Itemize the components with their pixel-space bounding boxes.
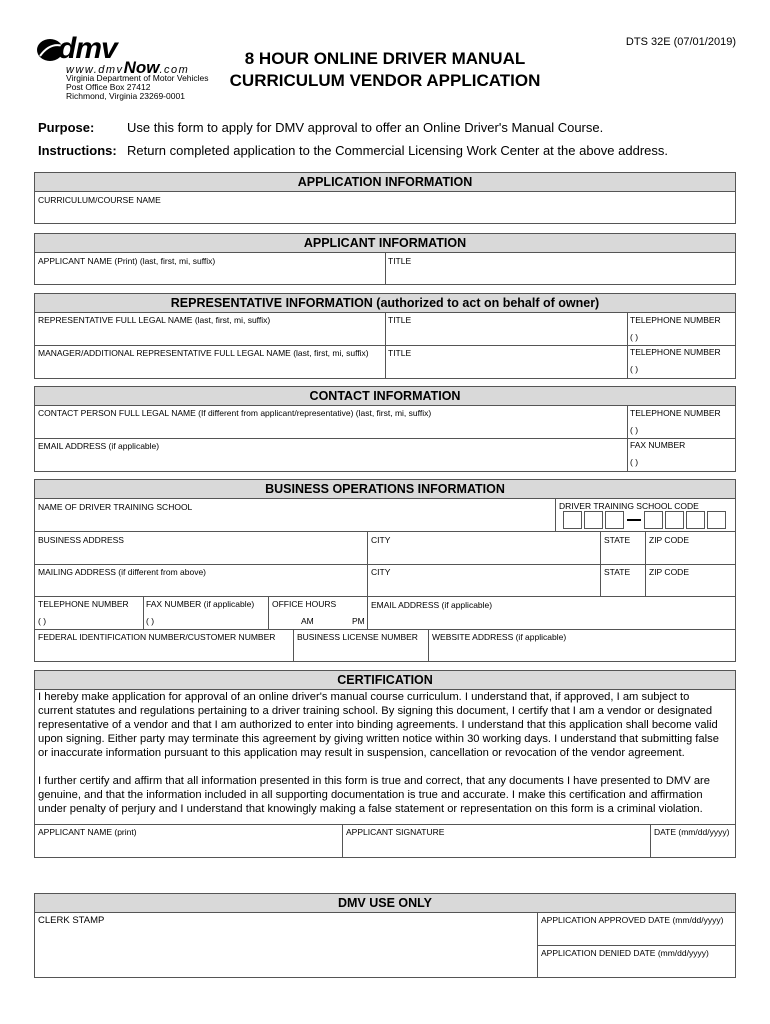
instructions-label: Instructions: (38, 143, 117, 158)
biz-phone-paren: ( ) (38, 616, 47, 626)
school-code-boxes[interactable] (563, 511, 728, 529)
rep-phone-field[interactable]: TELEPHONE NUMBER (630, 315, 721, 325)
mailing-address-field[interactable]: MAILING ADDRESS (if different from above) (38, 567, 207, 577)
logo-url-prefix: www.dmv (66, 64, 124, 76)
school-name-field[interactable]: NAME OF DRIVER TRAINING SCHOOL (38, 502, 193, 512)
mailing-state-field[interactable]: STATE (604, 567, 631, 577)
code-box[interactable] (584, 511, 603, 529)
title-line-2: CURRICULUM VENDOR APPLICATION (229, 71, 541, 90)
rep-phone-paren: ( ) (630, 332, 639, 342)
contact-person-field[interactable]: CONTACT PERSON FULL LEGAL NAME (If different from applicant/representative) (last, first, mi, suffix) (38, 408, 432, 418)
contact-phone-paren: ( ) (630, 425, 639, 435)
applicant-title-field[interactable]: TITLE (388, 256, 412, 266)
biz-fax-field[interactable]: FAX NUMBER (if applicable) (146, 599, 255, 609)
cert-line: I hereby make application for approval of an online driver's manual course curriculum. I understand that, if approved, I am subject to (38, 691, 690, 703)
agency-line: Richmond, Virginia 23269-0001 (66, 91, 185, 101)
office-hours-field[interactable]: OFFICE HOURS (272, 599, 337, 609)
cert-applicant-name-field[interactable]: APPLICANT NAME (print) (38, 827, 137, 837)
mgr-title-field[interactable]: TITLE (388, 348, 412, 358)
applicant-name-field[interactable]: APPLICANT NAME (Print) (last, first, mi, suffix) (38, 256, 216, 266)
section-heading: DMV USE ONLY (35, 894, 735, 913)
office-hours-pm: PM (352, 616, 365, 626)
code-box[interactable] (605, 511, 624, 529)
mgr-phone-paren: ( ) (630, 364, 639, 374)
applicant-info-section (34, 233, 736, 285)
cert-line: or inaccurate information pursuant to this application may result in suspension, cancellation or revocation of the vendor agreement. (38, 747, 685, 759)
form-id: DTS 32E (07/01/2019) (625, 36, 736, 48)
section-heading: CERTIFICATION (35, 671, 735, 690)
rep-title-field[interactable]: TITLE (388, 315, 412, 325)
school-code-label: DRIVER TRAINING SCHOOL CODE (559, 501, 699, 511)
cert-date-field[interactable]: DATE (mm/dd/yyyy) (654, 827, 730, 837)
mailing-zip-field[interactable]: ZIP CODE (649, 567, 689, 577)
title-line-1: 8 HOUR ONLINE DRIVER MANUAL (244, 49, 526, 68)
cert-line: representative of a vendor and that I am authorized to enter into binding agreements. I understand that this application shall become valid (38, 719, 718, 731)
license-field[interactable]: BUSINESS LICENSE NUMBER (297, 632, 418, 642)
cert-line: upon signing. Either party may terminate this agreement by giving written notice within 30 working days. I understand that submitting false (38, 733, 719, 745)
certification-section (34, 670, 736, 858)
mgr-name-field[interactable]: MANAGER/ADDITIONAL REPRESENTATIVE FULL LEGAL NAME (last, first, mi, suffix) (38, 348, 369, 358)
agency-line: Post Office Box 27412 (66, 82, 151, 92)
business-state-field[interactable]: STATE (604, 535, 631, 545)
cert-line: genuine, and that the information included in all supporting documentation is true and accurate. I make this certification and affirmation (38, 789, 703, 801)
cert-signature-field[interactable]: APPLICANT SIGNATURE (346, 827, 445, 837)
certification-paragraph-2 (38, 774, 734, 816)
form-title (200, 48, 570, 92)
representative-info-section (34, 293, 736, 379)
business-city-field[interactable]: CITY (371, 535, 391, 545)
website-field[interactable]: WEBSITE ADDRESS (if applicable) (432, 632, 567, 642)
logo-text: dmv (58, 32, 117, 65)
logo-url-now: Now (123, 58, 160, 77)
code-box[interactable] (563, 511, 582, 529)
purpose-label: Purpose: (38, 120, 95, 135)
course-name-field[interactable]: CURRICULUM/COURSE NAME (38, 195, 161, 205)
cert-line: I further certify and affirm that all information presented in this form is true and correct, that any documents I have presented to DMV are (38, 775, 710, 787)
code-box[interactable] (644, 511, 663, 529)
contact-email-field[interactable]: EMAIL ADDRESS (if applicable) (38, 441, 160, 451)
approved-date-field[interactable]: APPLICATION APPROVED DATE (mm/dd/yyyy) (541, 915, 724, 925)
agency-line: Virginia Department of Motor Vehicles (66, 73, 209, 83)
cert-line: current statutes and regulations pertaining to a driver training school. By signing this document, I certify that I am a vendor or designated (38, 705, 713, 717)
code-box[interactable] (707, 511, 726, 529)
code-separator (627, 519, 641, 521)
agency-address (66, 74, 209, 101)
section-heading: CONTACT INFORMATION (35, 387, 735, 406)
contact-info-section (34, 386, 736, 472)
application-info-section (34, 172, 736, 224)
fein-field[interactable]: FEDERAL IDENTIFICATION NUMBER/CUSTOMER NUMBER (38, 632, 276, 642)
contact-fax-paren: ( ) (630, 457, 639, 467)
code-box[interactable] (686, 511, 705, 529)
certification-paragraph-1 (38, 690, 734, 760)
section-heading: APPLICATION INFORMATION (35, 173, 735, 192)
office-hours-am: AM (301, 616, 314, 626)
section-heading: APPLICANT INFORMATION (35, 234, 735, 253)
rep-name-field[interactable]: REPRESENTATIVE FULL LEGAL NAME (last, first, mi, suffix) (38, 315, 271, 325)
instructions-text: Return completed application to the Commercial Licensing Work Center at the above address. (127, 143, 668, 158)
business-address-field[interactable]: BUSINESS ADDRESS (38, 535, 124, 545)
clerk-stamp-field[interactable]: CLERK STAMP (38, 915, 105, 926)
biz-fax-paren: ( ) (146, 616, 155, 626)
business-info-section (34, 479, 736, 662)
denied-date-field[interactable]: APPLICATION DENIED DATE (mm/dd/yyyy) (541, 948, 709, 958)
dmv-logo (36, 32, 216, 106)
purpose-text: Use this form to apply for DMV approval to offer an Online Driver's Manual Course. (127, 120, 604, 135)
biz-email-field[interactable]: EMAIL ADDRESS (if applicable) (371, 600, 493, 610)
biz-phone-field[interactable]: TELEPHONE NUMBER (38, 599, 129, 609)
mgr-phone-field[interactable]: TELEPHONE NUMBER (630, 347, 721, 357)
contact-phone-field[interactable]: TELEPHONE NUMBER (630, 408, 721, 418)
code-box[interactable] (665, 511, 684, 529)
dmv-use-section (34, 893, 736, 978)
logo-url-suffix: .com (159, 64, 190, 76)
section-heading: REPRESENTATIVE INFORMATION (authorized to act on behalf of owner) (35, 294, 735, 313)
section-heading: BUSINESS OPERATIONS INFORMATION (35, 480, 735, 499)
mailing-city-field[interactable]: CITY (371, 567, 391, 577)
cert-line: under penalty of perjury and I understand that knowingly making a false statement or representation on this form is a criminal violation. (38, 803, 703, 815)
contact-fax-field[interactable]: FAX NUMBER (630, 440, 686, 450)
business-zip-field[interactable]: ZIP CODE (649, 535, 689, 545)
